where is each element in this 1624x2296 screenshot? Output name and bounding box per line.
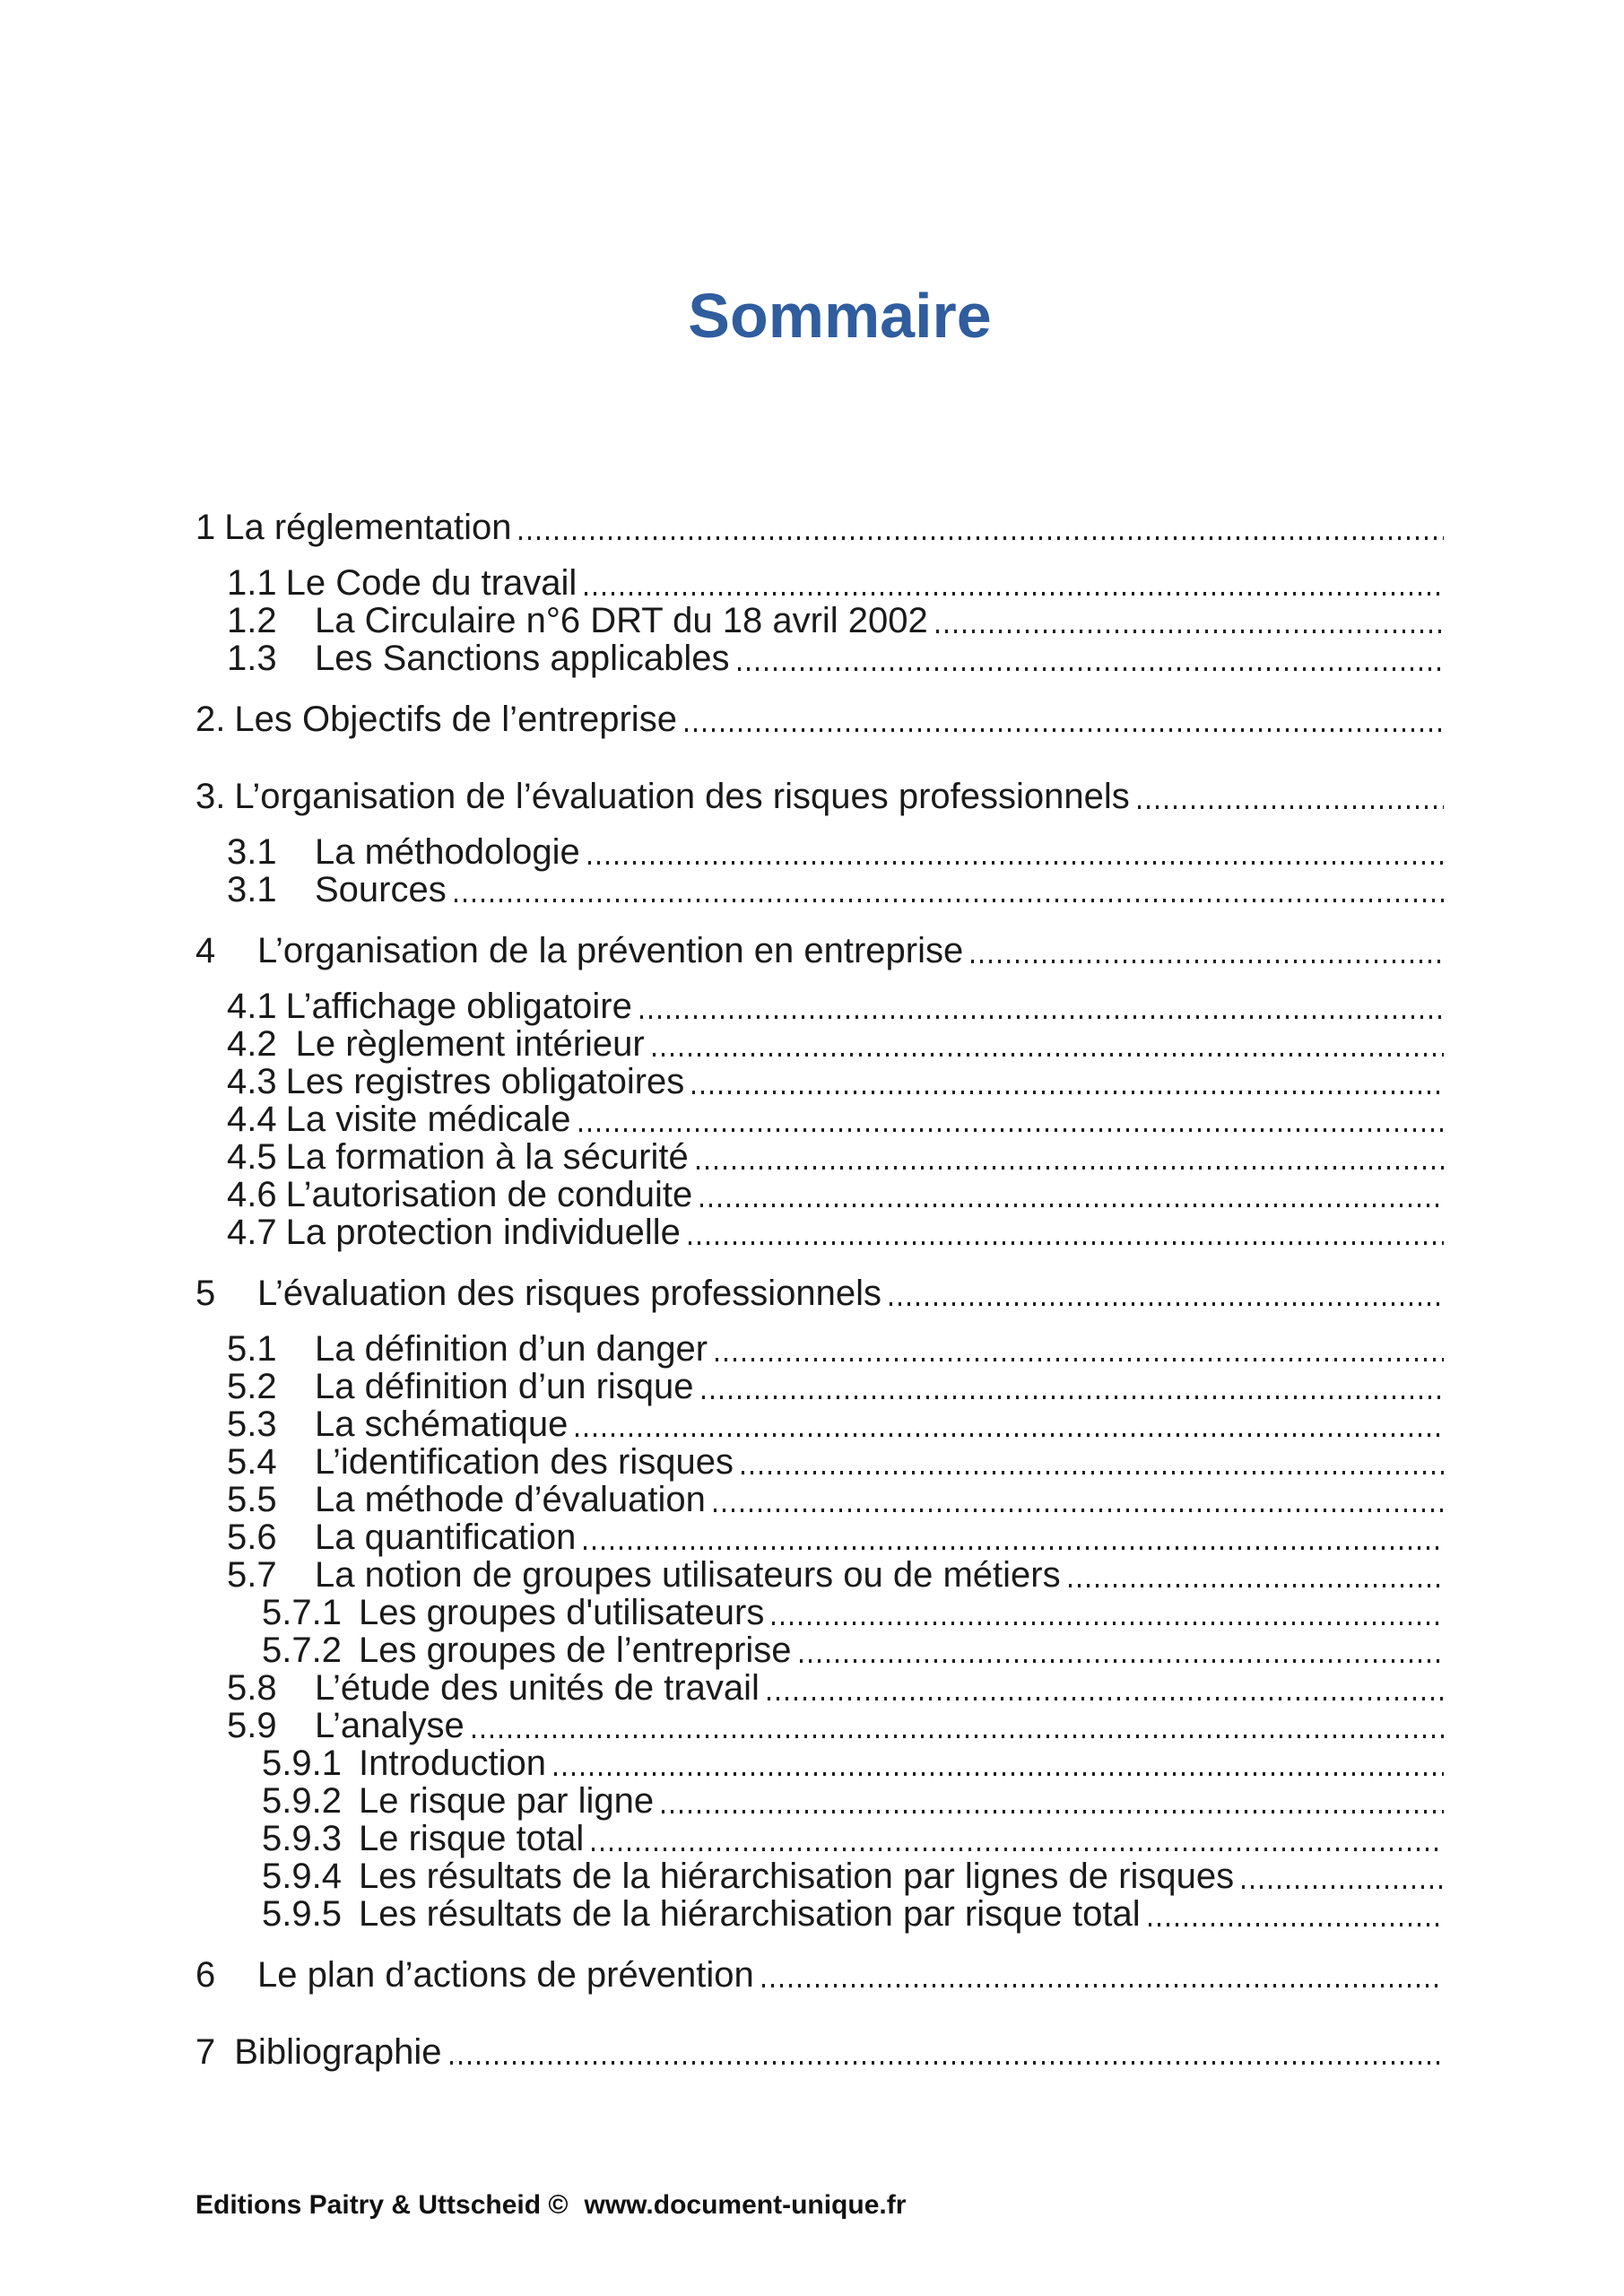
toc-number: 4.3 — [227, 1062, 277, 1101]
toc-label: L’étude des unités de travail — [315, 1668, 760, 1708]
toc-number: 4 — [195, 931, 216, 970]
toc-row — [0, 2033, 1444, 2071]
toc-dotted-leader — [689, 1241, 1444, 1245]
toc-dotted-leader — [640, 1015, 1444, 1019]
toc-label: La schématique — [315, 1405, 569, 1444]
toc-number: 5.9 — [227, 1706, 277, 1745]
footer-url: www.document-unique.fr — [584, 2190, 907, 2220]
toc-dotted-leader — [1149, 1923, 1444, 1926]
toc-row — [0, 1443, 1444, 1481]
toc-number: 1.2 — [227, 601, 277, 640]
page-footer — [195, 2190, 906, 2221]
toc-dotted-leader — [1069, 1584, 1444, 1587]
toc-number: 2. — [195, 700, 226, 739]
toc-label: Les résultats de la hiérarchisation par risque total — [359, 1894, 1141, 1934]
toc-row — [0, 1274, 1444, 1312]
toc-label: L’identification des risques — [315, 1442, 734, 1482]
toc-number: 5.2 — [227, 1367, 277, 1406]
toc-label: Les registres obligatoires — [285, 1062, 685, 1101]
footer-publisher: Editions Paitry & Uttscheid © — [195, 2190, 569, 2220]
toc-row — [0, 1063, 1444, 1100]
toc-row — [0, 1782, 1444, 1820]
toc-dotted-leader — [450, 2061, 1444, 2065]
toc-number: 1.3 — [227, 639, 277, 678]
toc-row — [0, 1744, 1444, 1782]
toc-number: 4.1 — [227, 987, 277, 1026]
toc-number: 1 — [195, 508, 216, 547]
toc-label: Le règlement intérieur — [295, 1024, 645, 1064]
toc-number: 5.1 — [227, 1329, 277, 1369]
toc-row — [0, 987, 1444, 1025]
toc-number: 5.7.2 — [262, 1631, 342, 1670]
toc-row — [0, 564, 1444, 602]
toc-dotted-leader — [579, 1128, 1444, 1132]
toc-dotted-leader — [702, 1396, 1444, 1399]
toc-number: 4.5 — [227, 1137, 277, 1177]
toc-dotted-leader — [742, 1471, 1444, 1474]
toc-row — [0, 1176, 1444, 1213]
toc-dotted-leader — [738, 667, 1444, 671]
toc-dotted-leader — [576, 1433, 1444, 1437]
toc-number: 3.1 — [227, 832, 277, 872]
toc-dotted-leader — [1242, 1885, 1444, 1889]
toc-row — [0, 639, 1444, 677]
toc-dotted-leader — [971, 960, 1444, 963]
toc-row — [0, 932, 1444, 970]
toc-row — [0, 1138, 1444, 1176]
toc-row — [0, 1518, 1444, 1556]
toc-dotted-leader — [697, 1166, 1444, 1170]
toc-number: 3.1 — [227, 870, 277, 909]
toc-dotted-leader — [714, 1509, 1444, 1512]
toc-row — [0, 1857, 1444, 1895]
toc-number: 5.9.5 — [262, 1894, 342, 1934]
toc-row — [0, 602, 1444, 639]
toc-label: Les Objectifs de l’entreprise — [234, 700, 677, 739]
toc-row — [0, 1895, 1444, 1933]
toc-label: La méthode d’évaluation — [315, 1480, 706, 1519]
toc-number: 4.2 — [227, 1024, 277, 1064]
toc-number: 4.7 — [227, 1213, 277, 1252]
toc-number: 5.7 — [227, 1555, 277, 1595]
toc-label: Le risque par ligne — [359, 1781, 655, 1821]
toc-row — [0, 1631, 1444, 1669]
toc-dotted-leader — [585, 592, 1444, 596]
toc-label: L’évaluation des risques professionnels — [257, 1274, 881, 1313]
toc-number: 5.9.3 — [262, 1819, 342, 1858]
toc-label: La définition d’un danger — [315, 1329, 708, 1369]
toc-label: Les résultats de la hiérarchisation par lignes de risques — [359, 1857, 1235, 1896]
toc-row — [0, 778, 1444, 815]
toc-label: La visite médicale — [285, 1100, 571, 1139]
toc-row — [0, 1556, 1444, 1594]
toc-dotted-leader — [473, 1735, 1444, 1738]
toc-dotted-leader — [936, 630, 1444, 633]
toc-label: Le Code du travail — [285, 563, 578, 603]
toc-number: 4.6 — [227, 1175, 277, 1214]
toc-dotted-leader — [692, 1091, 1444, 1094]
toc-dotted-leader — [716, 1358, 1444, 1361]
toc-label: Introduction — [359, 1744, 547, 1783]
toc-row — [0, 833, 1444, 871]
toc-dotted-leader — [768, 1697, 1444, 1700]
page-title: Sommaire — [688, 281, 992, 351]
toc-number: 5.5 — [227, 1480, 277, 1519]
toc-number: 6 — [195, 1955, 216, 1995]
toc-label: L’affichage obligatoire — [285, 987, 632, 1026]
toc-row — [0, 700, 1444, 738]
toc-dotted-leader — [584, 1546, 1444, 1550]
toc-label: Le plan d’actions de prévention — [257, 1955, 754, 1995]
toc-row — [0, 1100, 1444, 1138]
toc-number: 5.6 — [227, 1518, 277, 1557]
toc-label: L’organisation de l’évaluation des risques professionnels — [234, 777, 1130, 816]
toc-row — [0, 1330, 1444, 1368]
toc-dotted-leader — [662, 1810, 1444, 1813]
toc-label: La Circulaire n°6 DRT du 18 avril 2002 — [315, 601, 928, 640]
toc-row — [0, 1956, 1444, 1994]
toc-label: L’autorisation de conduite — [285, 1175, 693, 1214]
toc-row — [0, 871, 1444, 909]
toc-dotted-leader — [653, 1053, 1444, 1057]
toc-row — [0, 1405, 1444, 1443]
toc-label: Le risque total — [359, 1819, 585, 1858]
toc-label: La formation à la sécurité — [285, 1137, 689, 1177]
toc-list — [0, 509, 1624, 2071]
toc-dotted-leader — [772, 1622, 1444, 1625]
toc-dotted-leader — [592, 1848, 1444, 1851]
toc-number: 5 — [195, 1274, 216, 1313]
toc-number: 5.4 — [227, 1442, 277, 1482]
toc-dotted-leader — [800, 1659, 1444, 1663]
toc-row — [0, 1213, 1444, 1251]
toc-row — [0, 1669, 1444, 1707]
toc-row — [0, 1594, 1444, 1631]
toc-dotted-leader — [700, 1204, 1444, 1207]
toc-number: 5.3 — [227, 1405, 277, 1444]
toc-number: 5.9.4 — [262, 1857, 342, 1896]
toc-label: Les groupes d'utilisateurs — [359, 1593, 765, 1632]
toc-label: Les groupes de l’entreprise — [359, 1631, 792, 1670]
toc-label: L’organisation de la prévention en entreprise — [257, 931, 964, 970]
toc-number: 5.9.2 — [262, 1781, 342, 1821]
toc-dotted-leader — [685, 728, 1444, 732]
toc-label: La réglementation — [224, 508, 512, 547]
toc-dotted-leader — [588, 861, 1444, 865]
toc-row — [0, 1481, 1444, 1518]
toc-dotted-leader — [762, 1984, 1444, 1987]
toc-label: Bibliographie — [234, 2032, 442, 2072]
toc-number: 5.9.1 — [262, 1744, 342, 1783]
toc-number: 7 — [195, 2032, 216, 2072]
toc-number: 5.7.1 — [262, 1593, 342, 1632]
toc-label: La protection individuelle — [285, 1213, 681, 1252]
toc-label: La notion de groupes utilisateurs ou de métiers — [315, 1555, 1061, 1595]
toc-row — [0, 1820, 1444, 1857]
toc-row — [0, 1707, 1444, 1744]
toc-number: 5.8 — [227, 1668, 277, 1708]
toc-row — [0, 509, 1444, 546]
toc-label: La quantification — [315, 1518, 577, 1557]
toc-number: 3. — [195, 777, 226, 816]
toc-row — [0, 1368, 1444, 1405]
toc-number: 1.1 — [227, 563, 277, 603]
toc-row — [0, 1025, 1444, 1063]
toc-dotted-leader — [455, 899, 1444, 902]
toc-dotted-leader — [890, 1302, 1444, 1306]
toc-number: 4.4 — [227, 1100, 277, 1139]
toc-dotted-leader — [1138, 805, 1444, 809]
toc-label: L’analyse — [315, 1706, 465, 1745]
toc-dotted-leader — [554, 1772, 1444, 1776]
toc-dotted-leader — [519, 536, 1444, 540]
toc-label: La définition d’un risque — [315, 1367, 694, 1406]
toc-label: Les Sanctions applicables — [315, 639, 730, 678]
toc-label: Sources — [315, 870, 447, 909]
toc-label: La méthodologie — [315, 832, 580, 872]
